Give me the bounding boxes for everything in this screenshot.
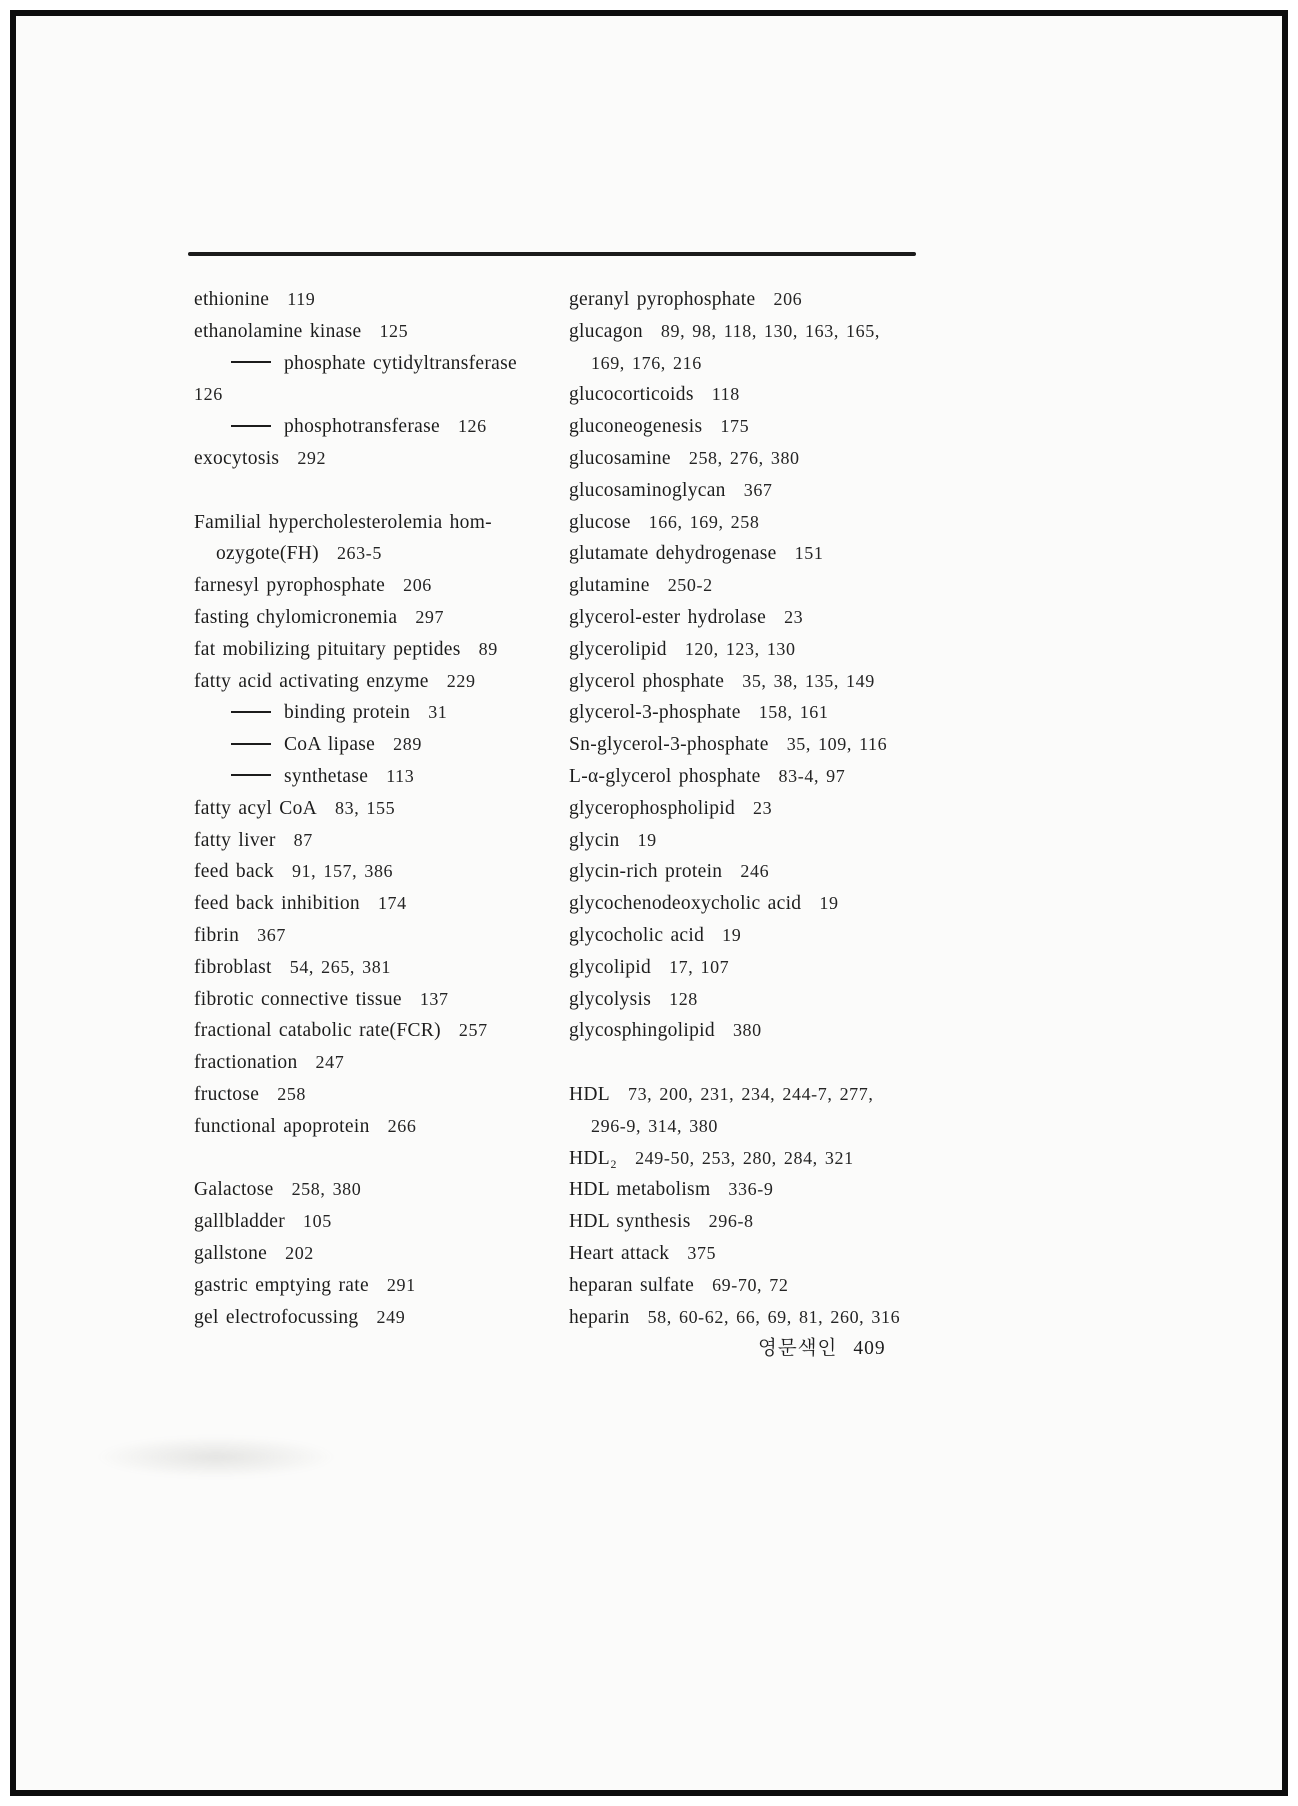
entry-term: gastric emptying rate [194, 1274, 369, 1296]
index-entry [194, 952, 566, 984]
entry-pages: 249 [376, 1306, 406, 1327]
entry-pages: 151 [794, 543, 824, 564]
entry-term: functional apoprotein [194, 1115, 370, 1137]
entry-pages: 91, 157, 386 [291, 861, 394, 882]
index-entry [194, 1206, 566, 1238]
entry-term: feed back [194, 861, 274, 883]
entry-term: farnesyl pyrophosphate [194, 575, 386, 597]
index-entry [569, 507, 961, 539]
index-group [569, 1079, 961, 1333]
ditto-dash [231, 361, 271, 363]
index-entry [569, 1302, 961, 1334]
entry-term: glucose [569, 511, 631, 533]
entry-pages: 137 [419, 988, 449, 1009]
entry-term: glycerol phosphate [569, 670, 725, 692]
index-group [194, 1174, 566, 1333]
entry-pages: 19 [637, 829, 657, 850]
index-entry [569, 1206, 961, 1238]
index-entry [194, 570, 566, 602]
entry-term: phosphate cytidyltransferase [284, 352, 517, 374]
index-entry [194, 538, 566, 570]
footer-page-number: 409 [853, 1338, 886, 1359]
entry-term: glucocorticoids [569, 384, 694, 406]
index-entry [569, 793, 961, 825]
entry-term: exocytosis [194, 447, 280, 469]
entry-pages: 250-2 [667, 575, 713, 596]
header-rule [188, 252, 916, 256]
index-entry [569, 1079, 961, 1111]
index-entry [569, 411, 961, 443]
entry-pages: 158, 161 [758, 702, 829, 723]
entry-pages: 120, 123, 130 [684, 638, 796, 659]
index-entry [194, 888, 566, 920]
entry-pages: 83-4, 97 [778, 765, 846, 786]
entry-term: glycin-rich protein [569, 861, 723, 883]
index-page [16, 16, 1282, 1790]
entry-pages: 166, 169, 258 [648, 511, 760, 532]
entry-pages: 202 [285, 1242, 314, 1263]
ditto-dash [231, 743, 271, 745]
entry-term: glycosphingolipid [569, 1020, 715, 1042]
index-entry [569, 1174, 961, 1206]
index-entry [569, 1143, 961, 1175]
entry-term: heparin [569, 1306, 630, 1328]
entry-term: fatty acid activating enzyme [194, 670, 429, 692]
entry-pages: 83, 155 [335, 797, 396, 818]
entry-term: HDL [569, 1083, 610, 1105]
entry-pages: 249-50, 253, 280, 284, 321 [635, 1147, 854, 1168]
entry-pages: 266 [387, 1115, 417, 1136]
entry-term: fat mobilizing pituitary peptides [194, 638, 461, 660]
entry-term: phosphotransferase [284, 416, 440, 438]
entry-pages: 292 [297, 447, 327, 468]
entry-pages: 380 [732, 1020, 762, 1041]
index-entry [194, 1238, 566, 1270]
index-entry [194, 443, 566, 475]
index-entry [194, 1047, 566, 1079]
entry-pages: 126 [457, 416, 487, 437]
entry-pages: 247 [315, 1052, 345, 1073]
index-entry [569, 1111, 961, 1143]
index-column-left [194, 284, 566, 1333]
entry-pages: 257 [458, 1020, 488, 1041]
scan-smudge-artifact [96, 1436, 336, 1478]
index-entry [569, 538, 961, 570]
index-entry [194, 1174, 566, 1206]
entry-term: fibrin [194, 924, 240, 946]
entry-term: glucosaminoglycan [569, 479, 726, 501]
index-entry [194, 411, 566, 443]
entry-pages: 336-9 [728, 1179, 774, 1200]
index-entry [569, 602, 961, 634]
index-column-right [569, 284, 961, 1333]
entry-term: fibrotic connective tissue [194, 988, 402, 1010]
index-entry [569, 348, 961, 380]
entry-pages: 263-5 [336, 543, 382, 564]
index-entry [194, 984, 566, 1016]
index-entry [569, 316, 961, 348]
entry-term: gluconeogenesis [569, 416, 703, 438]
entry-term: glycochenodeoxycholic acid [569, 893, 802, 915]
index-entry [569, 1270, 961, 1302]
entry-pages: 113 [386, 765, 415, 786]
entry-term: Galactose [194, 1179, 274, 1201]
entry-pages: 296-8 [708, 1211, 754, 1232]
entry-pages: 23 [753, 797, 773, 818]
scan-border-frame [10, 10, 1288, 1796]
entry-pages: 118 [711, 384, 740, 405]
entry-pages: 23 [784, 606, 804, 627]
index-entry [569, 856, 961, 888]
entry-term: glycerophospholipid [569, 797, 736, 819]
entry-term: gallstone [194, 1242, 268, 1264]
entry-term: Heart attack [569, 1242, 670, 1264]
index-entry [569, 634, 961, 666]
entry-term: glycolipid [569, 956, 652, 978]
entry-term: gallbladder [194, 1211, 286, 1233]
index-entry [194, 761, 566, 793]
ditto-dash [231, 774, 271, 776]
entry-pages: 206 [403, 575, 432, 596]
index-entry [194, 634, 566, 666]
entry-pages: 128 [669, 988, 698, 1009]
index-entry [194, 348, 566, 380]
index-entry [569, 729, 961, 761]
entry-pages: 73, 200, 231, 234, 244-7, 277, [627, 1083, 874, 1104]
entry-term: fructose [194, 1083, 260, 1105]
index-entry [569, 952, 961, 984]
index-group [569, 284, 961, 1047]
index-entry [194, 793, 566, 825]
entry-term: geranyl pyrophosphate [569, 289, 756, 310]
entry-pages: 258, 276, 380 [688, 447, 800, 468]
entry-term: fractionation [194, 1052, 298, 1074]
entry-pages: 126 [194, 384, 223, 405]
index-entry [194, 666, 566, 698]
index-entry [569, 379, 961, 411]
entry-pages: 296-9, 314, 380 [591, 1115, 718, 1136]
entry-term: binding protein [284, 702, 411, 724]
entry-pages: 119 [287, 289, 316, 309]
index-entry [194, 825, 566, 857]
entry-term: glycolysis [569, 988, 652, 1010]
entry-pages: 258, 380 [291, 1179, 362, 1200]
entry-pages: 297 [415, 606, 445, 627]
footer-section-label: 영문색인 [758, 1338, 838, 1359]
entry-pages: 105 [303, 1211, 332, 1232]
entry-pages: 206 [773, 289, 803, 309]
entry-term: fractional catabolic rate(FCR) [194, 1020, 441, 1042]
ditto-dash [231, 425, 271, 427]
entry-pages: 291 [386, 1274, 416, 1295]
entry-pages: 125 [379, 320, 409, 341]
entry-pages: 31 [428, 702, 448, 723]
index-entry [194, 1111, 566, 1143]
entry-term: fatty liver [194, 829, 276, 851]
ditto-dash [231, 711, 271, 713]
entry-term: HDL metabolism [569, 1179, 711, 1201]
index-entry [569, 825, 961, 857]
entry-term: fibroblast [194, 956, 272, 978]
entry-term: synthetase [284, 765, 369, 787]
index-entry [194, 920, 566, 952]
entry-term: heparan sulfate [569, 1274, 695, 1296]
index-entry [194, 1015, 566, 1047]
index-entry [194, 1270, 566, 1302]
entry-term: ethionine [194, 289, 270, 310]
index-entry [194, 602, 566, 634]
index-entry [569, 666, 961, 698]
index-entry [569, 761, 961, 793]
entry-pages: 19 [722, 924, 742, 945]
entry-pages: 174 [377, 893, 407, 914]
entry-pages: 89, 98, 118, 130, 163, 165, [660, 320, 880, 341]
entry-pages: 367 [257, 924, 286, 945]
entry-term: L-α-glycerol phosphate [569, 765, 761, 787]
index-group [194, 507, 566, 1143]
entry-pages: 19 [819, 893, 839, 914]
index-group [194, 284, 566, 475]
index-entry [569, 284, 961, 316]
page-footer [758, 1332, 886, 1360]
entry-term: ozygote(FH) [216, 543, 319, 565]
entry-pages: 375 [687, 1242, 717, 1263]
entry-term: glycocholic acid [569, 924, 705, 946]
index-entry [569, 1015, 961, 1047]
entry-term: ethanolamine kinase [194, 320, 362, 342]
entry-pages: 169, 176, 216 [591, 352, 702, 373]
entry-pages: 69-70, 72 [712, 1274, 789, 1295]
entry-pages: 35, 38, 135, 149 [742, 670, 875, 691]
index-entry [194, 316, 566, 348]
index-entry [194, 729, 566, 761]
entry-pages: 89 [478, 638, 498, 659]
entry-pages: 367 [743, 479, 773, 500]
entry-pages: 17, 107 [669, 956, 730, 977]
entry-term: glycerol-ester hydrolase [569, 606, 767, 628]
index-entry [194, 1302, 566, 1334]
entry-term: HDL synthesis [569, 1211, 691, 1233]
entry-term: glutamate dehydrogenase [569, 543, 777, 565]
entry-term: feed back inhibition [194, 893, 360, 915]
entry-term: glycerolipid [569, 638, 667, 660]
entry-pages: 258 [277, 1083, 307, 1104]
index-entry [569, 920, 961, 952]
entry-term: fatty acyl CoA [194, 797, 318, 819]
index-entry [194, 379, 566, 411]
entry-term: fasting chylomicronemia [194, 606, 398, 628]
entry-term: glycin [569, 829, 620, 851]
entry-pages: 58, 60-62, 66, 69, 81, 260, 316 [647, 1306, 901, 1327]
index-entry [569, 443, 961, 475]
entry-term: glucosamine [569, 447, 671, 469]
index-entry [194, 1079, 566, 1111]
entry-pages: 175 [720, 416, 750, 437]
entry-term: glucagon [569, 320, 643, 342]
index-entry [194, 856, 566, 888]
index-entry [569, 570, 961, 602]
index-entry [194, 697, 566, 729]
index-entry [569, 984, 961, 1016]
entry-pages: 35, 109, 116 [786, 734, 888, 755]
entry-term: gel electrofocussing [194, 1306, 359, 1328]
index-entry [569, 475, 961, 507]
index-entry [569, 697, 961, 729]
entry-term: glutamine [569, 575, 650, 597]
index-entry [569, 1238, 961, 1270]
index-entry [194, 507, 566, 539]
entry-pages: 246 [740, 861, 770, 882]
entry-pages: 289 [393, 734, 422, 755]
index-entry [194, 284, 566, 316]
entry-term: Sn-glycerol-3-phosphate [569, 734, 769, 756]
entry-pages: 229 [446, 670, 476, 691]
index-entry [569, 888, 961, 920]
entry-pages: 87 [293, 829, 313, 850]
entry-term: Familial hypercholesterolemia hom- [194, 511, 492, 533]
entry-term: glycerol-3-phosphate [569, 702, 741, 724]
entry-term: CoA lipase [284, 734, 376, 756]
entry-pages: 54, 265, 381 [289, 956, 391, 977]
entry-term: HDL₂ [569, 1147, 618, 1169]
